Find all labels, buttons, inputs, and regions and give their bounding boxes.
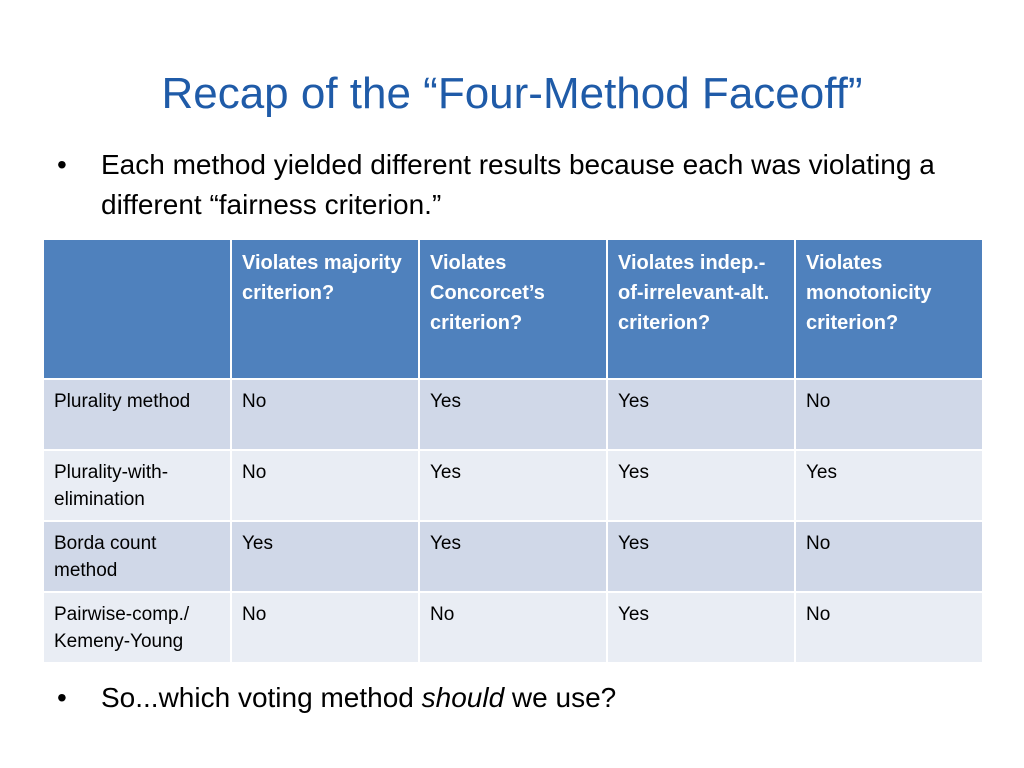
bullet-marker: • xyxy=(57,149,67,180)
row-label-cell: Plurality method xyxy=(43,379,231,450)
table-row xyxy=(43,592,983,663)
table-cell: Yes xyxy=(419,521,607,592)
table-header-row xyxy=(43,239,983,379)
table-cell: No xyxy=(231,592,419,663)
table-cell: Yes xyxy=(607,521,795,592)
table-row xyxy=(43,450,983,521)
table-cell: Yes xyxy=(607,379,795,450)
table-row xyxy=(43,379,983,450)
header-cell-iia: Violates indep.-of-irrelevant-alt. criterion? xyxy=(607,239,795,379)
row-label-cell: Plurality-with-elimination xyxy=(43,450,231,521)
table-cell: Yes xyxy=(419,450,607,521)
table-cell: No xyxy=(795,379,983,450)
table-cell: Yes xyxy=(607,450,795,521)
table-cell: Yes xyxy=(607,592,795,663)
header-cell-monotonicity: Violates monotonicity criterion? xyxy=(795,239,983,379)
bullet-text-emphasis: should xyxy=(421,682,505,713)
bullet-text: Each method yielded different results because each was violating a different “fairness criterion.” xyxy=(101,149,935,220)
bullet-text-start: So...which voting method xyxy=(101,682,422,713)
header-cell-majority: Violates majority criterion? xyxy=(231,239,419,379)
table-cell: Yes xyxy=(795,450,983,521)
table-cell: No xyxy=(419,592,607,663)
table-cell: Yes xyxy=(419,379,607,450)
slide-title: Recap of the “Four-Method Faceoff” xyxy=(161,69,863,118)
table-cell: Yes xyxy=(231,521,419,592)
bullet-marker: • xyxy=(57,682,67,713)
table-cell: No xyxy=(795,592,983,663)
row-label-cell: Pairwise-comp./ Kemeny-Young xyxy=(43,592,231,663)
table-cell: No xyxy=(231,450,419,521)
table-row xyxy=(43,521,983,592)
criteria-table xyxy=(42,238,984,664)
bullet-text-end: we use? xyxy=(504,682,617,713)
header-cell-empty xyxy=(43,239,231,379)
header-cell-condorcet: Violates Concorcet’s criterion? xyxy=(419,239,607,379)
bullet-text xyxy=(101,678,616,718)
table-cell: No xyxy=(231,379,419,450)
row-label-cell: Borda count method xyxy=(43,521,231,592)
table-cell: No xyxy=(795,521,983,592)
